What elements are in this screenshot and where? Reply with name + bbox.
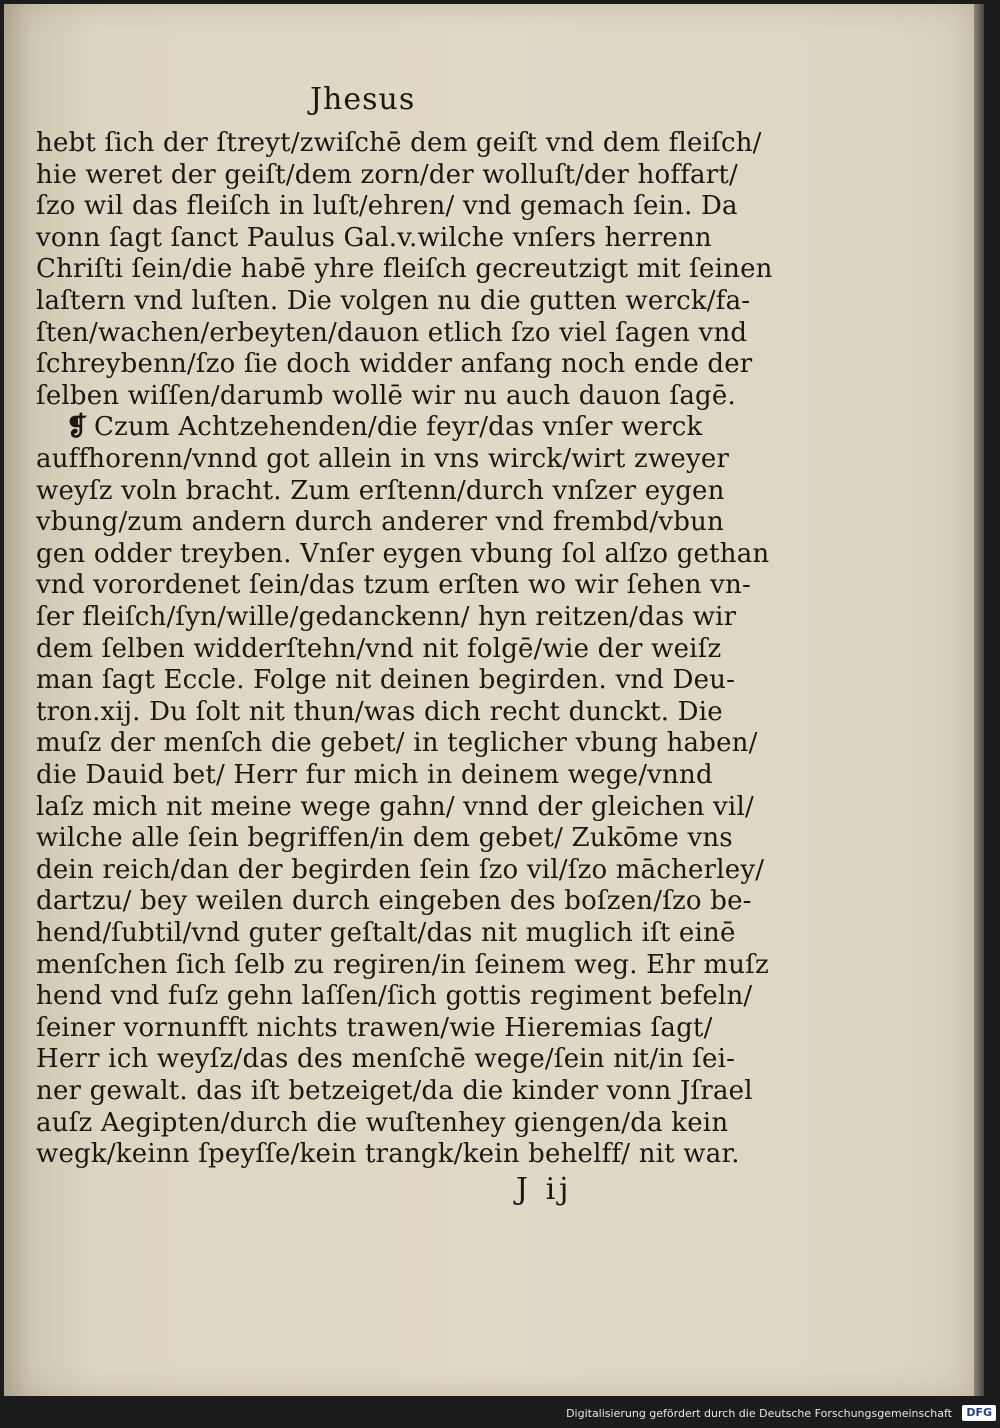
text-line <box>36 191 738 221</box>
text-line <box>36 444 729 474</box>
funding-credit: Digitalisierung gefördert durch die Deutsche Forschungsgemeinschaft <box>566 1407 952 1420</box>
text-line-content: wilche alle ſein begriffen/in dem gebet/ Zukōme vns <box>36 823 733 854</box>
text-line <box>36 318 747 348</box>
text-line <box>36 665 735 695</box>
text-line-content: ſelben wiſſen/darumb wollē wir nu auch dauon ſagē. <box>36 380 736 411</box>
text-line-content: man ſagt Eccle. Folge nit deinen begirden. vnd Deu- <box>36 665 736 696</box>
text-line-content: vnd vorordenet ſein/das tzum erſten wo wir ſehen vn- <box>36 570 751 601</box>
text-line-content: ſer fleiſch/ſyn/wille/gedanckenn/ hyn reitzen/das wir <box>36 602 737 632</box>
text-line <box>36 1108 728 1138</box>
text-line-content: hebt ſich der ſtreyt/zwiſchē dem geiſt vnd dem fleiſch/ <box>36 128 762 158</box>
text-line-content: die Dauid bet/ Herr fur mich in deinem wege/vnnd <box>36 760 713 790</box>
text-line <box>36 634 721 664</box>
text-line-content: vonn ſagt ſanct Paulus Gal.v.wilche vnſers herrenn <box>36 222 712 253</box>
text-line <box>36 602 736 632</box>
text-line-content: Chriſti ſein/die habē yhre fleiſch gecreutzigt mit ſeinen <box>36 254 773 285</box>
text-line-content: hend/ſubtil/vnd guter geſtalt/das nit muglich iſt einē <box>36 918 736 948</box>
text-line-content: vbung/zum andern durch anderer vnd frembd/vbun <box>36 507 724 538</box>
text-line <box>36 918 736 948</box>
text-line <box>36 728 758 758</box>
text-line-content: ner gewalt. das iſt betzeiget/da die kinder vonn Jſrael <box>36 1076 753 1106</box>
text-line <box>36 1076 753 1106</box>
text-line <box>36 1013 713 1043</box>
text-line-content: dem ſelben widderſtehn/vnd nit folgē/wie der weiſz <box>36 633 722 664</box>
text-line <box>36 760 713 790</box>
text-line <box>36 981 752 1011</box>
text-line-content: Herr ich weyſz/das des menſchē wege/ſein nit/in ſei- <box>36 1044 736 1075</box>
text-line-content: hend vnd fuſz gehn laſſen/ſich gottis regiment befeln/ <box>36 981 753 1012</box>
text-line <box>36 697 723 727</box>
text-line <box>36 381 736 411</box>
text-line <box>66 412 702 442</box>
text-line-content: ſzo wil das fleiſch in luſt/ehren/ vnd gemach ſein. Da <box>36 191 738 222</box>
text-line-content: laſz mich nit meine wege gahn/ vnnd der gleichen vil/ <box>36 791 754 822</box>
text-line-content: weyſz voln bracht. Zum erſtenn/durch vnſzer eygen <box>36 475 725 506</box>
text-line <box>36 1139 740 1169</box>
text-line-content: auffhorenn/vnnd got allein in vns wirck/wirt zweyer <box>36 444 730 474</box>
text-line <box>36 792 754 822</box>
text-line-content: wegk/keinn ſpeyſſe/kein trangk/kein behelff/ nit war. <box>36 1139 740 1170</box>
text-line <box>36 507 724 537</box>
pilcrow-mark: ❡ <box>66 412 88 443</box>
text-line <box>36 254 773 284</box>
text-line-content: dein reich/dan der begirden ſein ſzo vil/ſzo mācherley/ <box>36 854 765 885</box>
text-line <box>36 476 725 506</box>
dfg-logo: DFG <box>962 1405 996 1421</box>
running-head: Jhesus <box>310 82 416 117</box>
text-line <box>36 570 751 600</box>
text-line-content: laſtern vnd luſten. Die volgen nu die gutten werck/fa- <box>36 286 751 316</box>
text-line <box>36 855 764 885</box>
text-line <box>36 823 733 853</box>
text-line <box>36 128 762 158</box>
text-line-content: ſeiner vornunfft nichts trawen/wie Hieremias ſagt/ <box>36 1012 713 1043</box>
text-line-content: tron.xij. Du ſolt nit thun/was dich recht dunckt. Die <box>36 696 723 727</box>
text-line-content: menſchen ſich ſelb zu regiren/in ſeinem weg. Ehr muſz <box>36 949 769 980</box>
text-line <box>36 886 752 916</box>
text-line-content: Czum Achtzehenden/die feyr/das vnſer werck <box>94 412 703 443</box>
text-line <box>36 349 752 379</box>
text-line <box>36 160 738 190</box>
signature-mark: J ij <box>516 1172 573 1207</box>
text-line-content: ſchreybenn/ſzo ſie doch widder anfang noch ende der <box>36 349 753 380</box>
text-line-content: dartzu/ bey weilen durch eingeben des boſzen/ſzo be- <box>36 886 752 917</box>
text-line-content: gen odder treyben. Vnſer eygen vbung ſol alſzo gethan <box>36 538 770 569</box>
text-line <box>36 950 769 980</box>
text-line <box>36 286 750 316</box>
text-line-content: auſz Aegipten/durch die wuſtenhey giengen/da kein <box>36 1107 729 1138</box>
text-line <box>36 539 769 569</box>
text-line <box>36 223 712 253</box>
page-edge <box>974 4 984 1396</box>
text-line <box>36 1044 735 1074</box>
text-line-content: muſz der menſch die gebet/ in teglicher vbung haben/ <box>36 728 758 759</box>
text-line-content: hie weret der geiſt/dem zorn/der wolluſt/der hoffart/ <box>36 159 738 190</box>
text-line-content: ſten/wachen/erbeyten/dauon etlich ſzo viel ſagen vnd <box>36 317 748 348</box>
